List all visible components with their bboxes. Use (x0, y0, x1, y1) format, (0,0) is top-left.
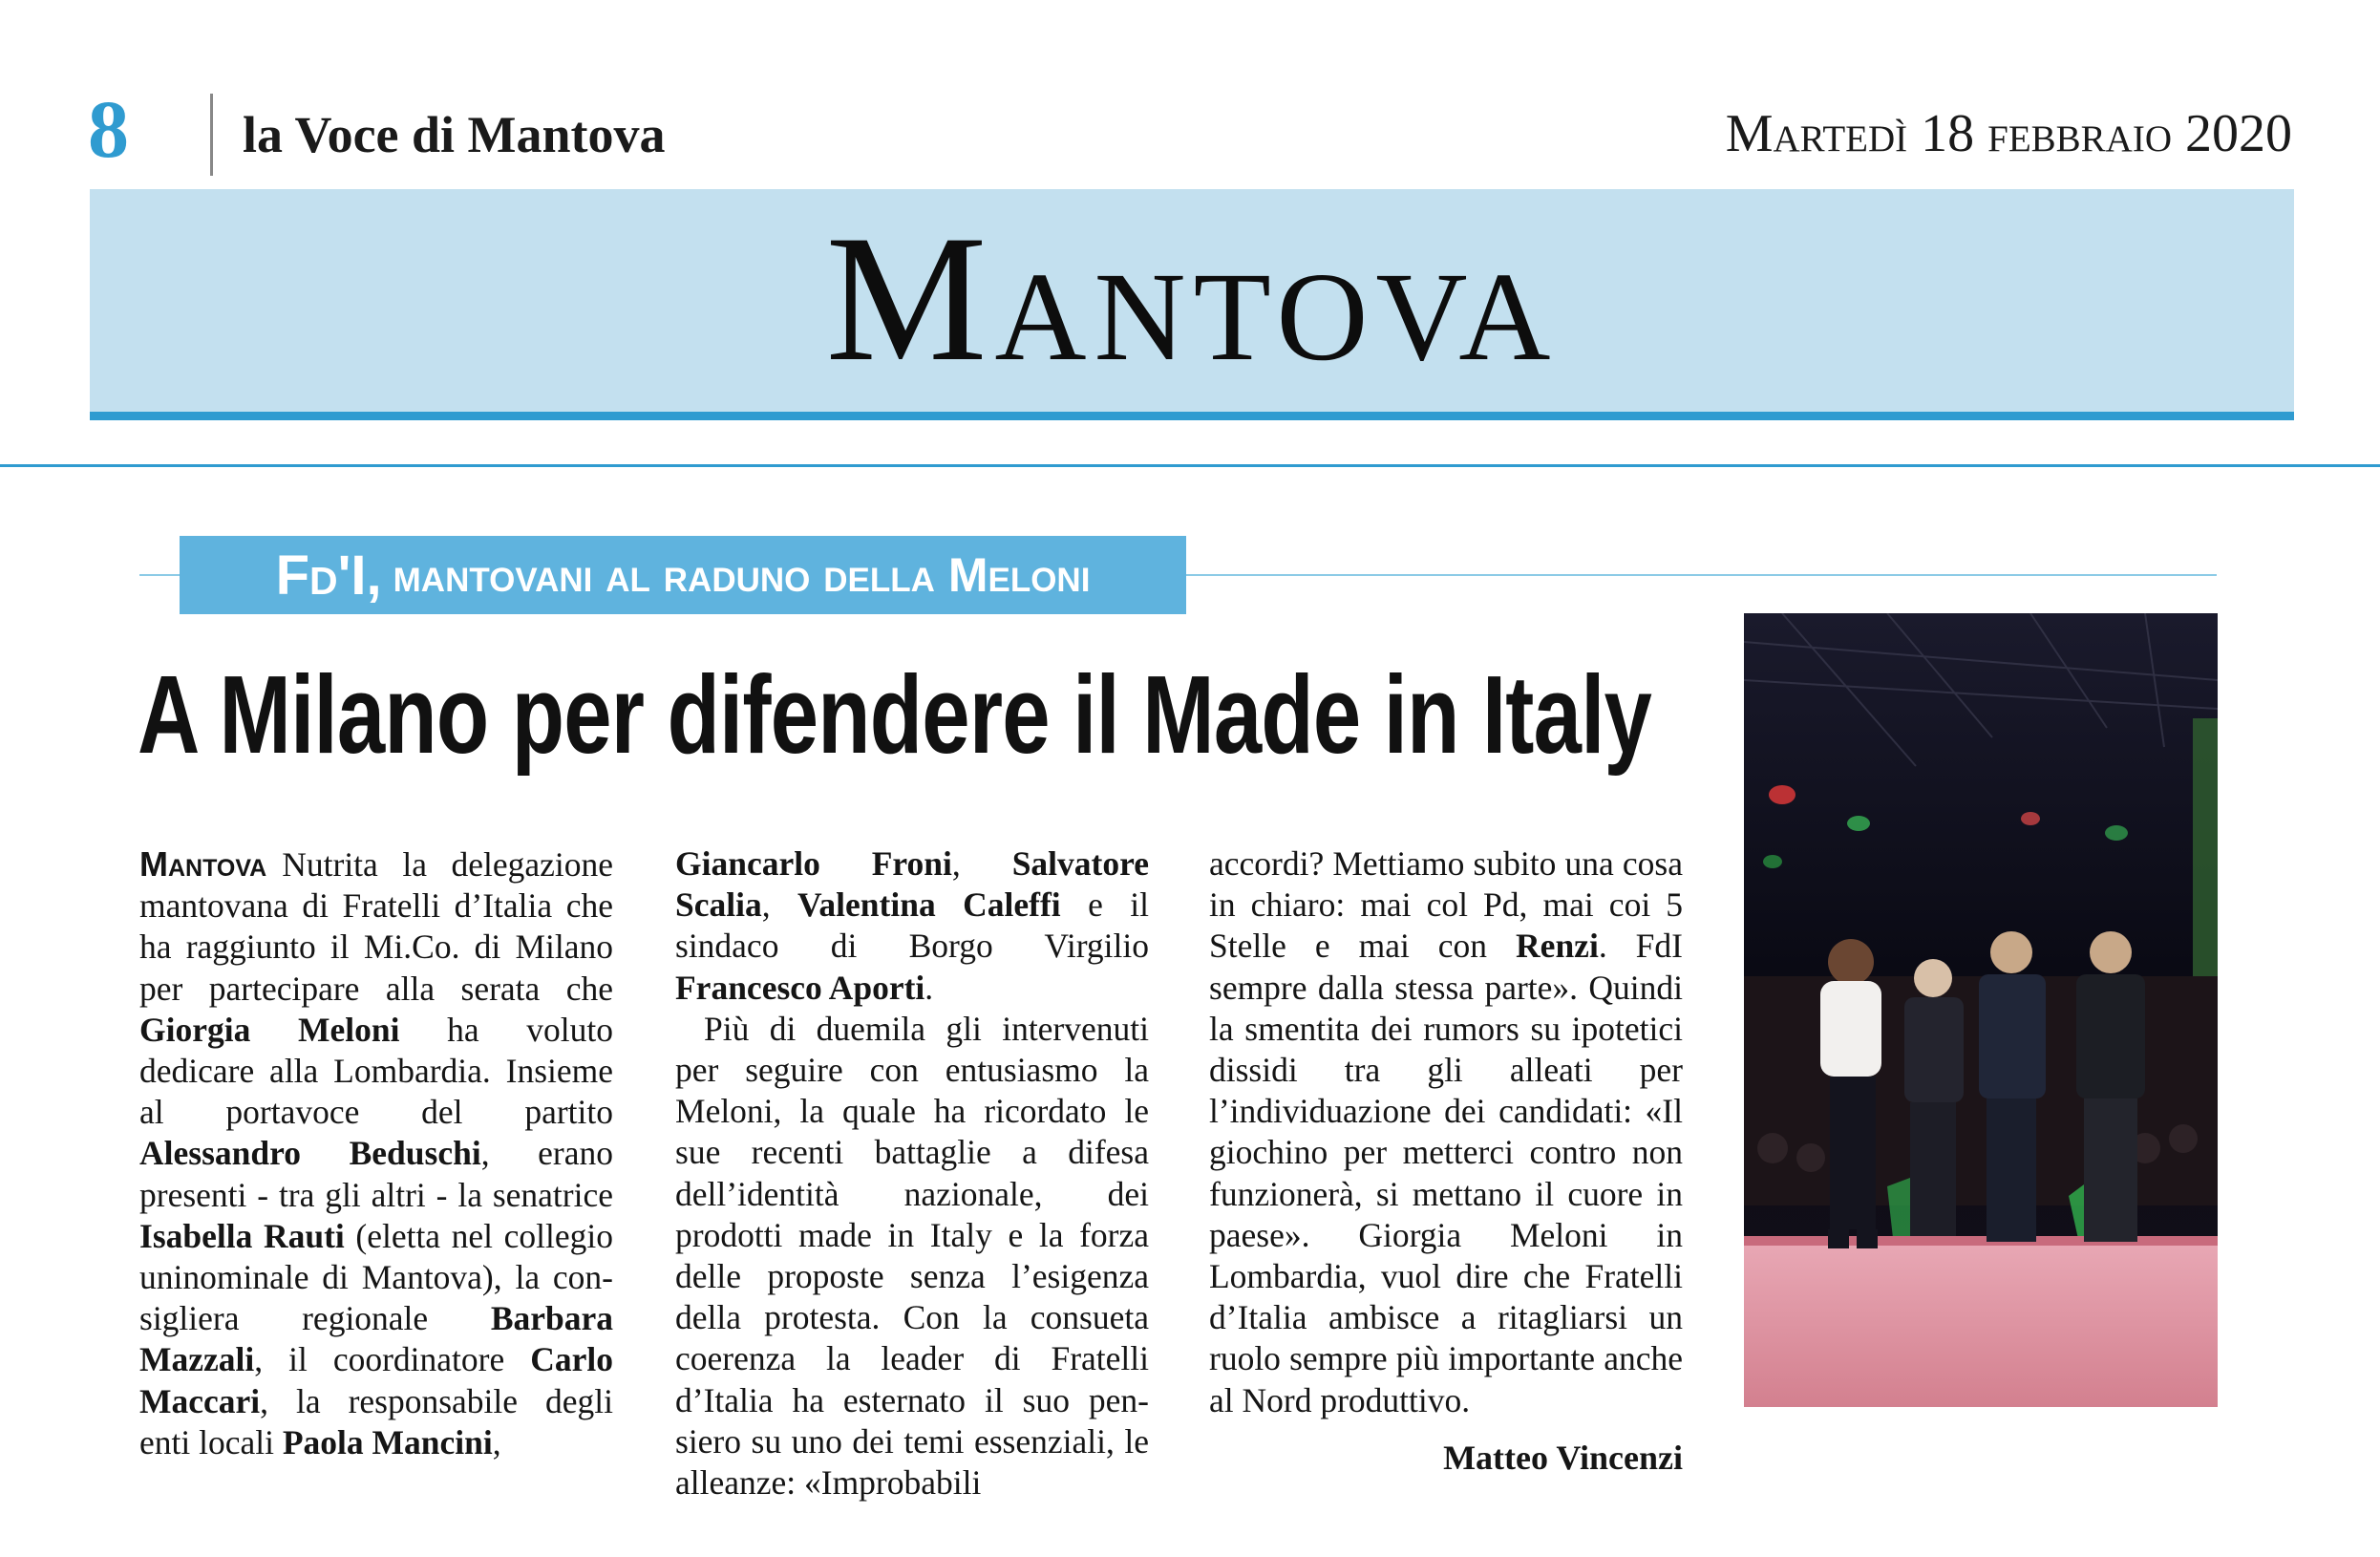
newspaper-name: la Voce di Mantova (243, 106, 666, 163)
article-headline: A Milano per difendere il Made in Italy (138, 652, 1652, 777)
section-title: Mantova (825, 199, 1559, 399)
kicker-text: mantovani al raduno della Meloni (393, 548, 1091, 602)
issue-date: Martedì 18 febbraio 2020 (1725, 104, 2292, 163)
page-divider (0, 464, 2380, 467)
article-column-2: Giancarlo Froni, Salvatore Scalia, Valentina Caleffi e il sindaco di Borgo Virgilio Francesco Aporti. Più di duemila gli intervenuti per seguire con entusiasmo la Meloni, la quale ha ricordato le sue recenti battaglie a difesa dell’identità nazionale, dei prodotti made in Italy e la forza delle proposte senza l’esigenza della protesta. Con la consueta coerenza la leader di Fratelli d’Italia ha esternato il suo pensiero su uno dei temi essenziali, le alleanze: «Improbabili (675, 844, 1150, 1503)
article-kicker (180, 536, 1186, 614)
section-band (90, 189, 2294, 420)
article-column-1: Mantova Nutrita la delegazione mantovana di Fratelli d’Italia che ha raggiunto il Mi.Co. di Milano per partecipare alla serata che Giorgia Meloni ha voluto dedicare alla Lombardia. Insieme al portavoce del partito Alessandro Beduschi, erano presenti - tra gli altri - la senatrice Isabella Rauti (eletta nel collegio uninominale di Mantova), la consigliera regionale Barbara Mazzali, il coordinatore Carlo Maccari, la responsabile degli enti locali Paola Mancini, (139, 844, 614, 1461)
page-number: 8 (88, 83, 129, 175)
article-photo (1744, 613, 2218, 1407)
article-column-3: accordi? Mettiamo subito una cosa in chiaro: mai col Pd, mai coi 5 Stelle e mai con Renzi. FdI sempre dalla stessa parte». Quindi la smentita dei rumors su ipotetici dissidi tra gli alleati per l’individuazione dei candidati: «Il giochino per metterci contro non funzionerà, si mettano il cuore in paese». Giorgia Meloni in Lombardia, vuol dire che Fratelli d’Italia ambisce a ritagliarsi un ruolo sempre più importante anche al Nord produttivo. (1209, 844, 1683, 1419)
dateline: Mantova (139, 844, 267, 884)
kicker-lead: Fd'I, (275, 544, 382, 607)
article-byline: Matteo Vincenzi (1443, 1439, 1683, 1477)
masthead-separator (210, 94, 213, 176)
